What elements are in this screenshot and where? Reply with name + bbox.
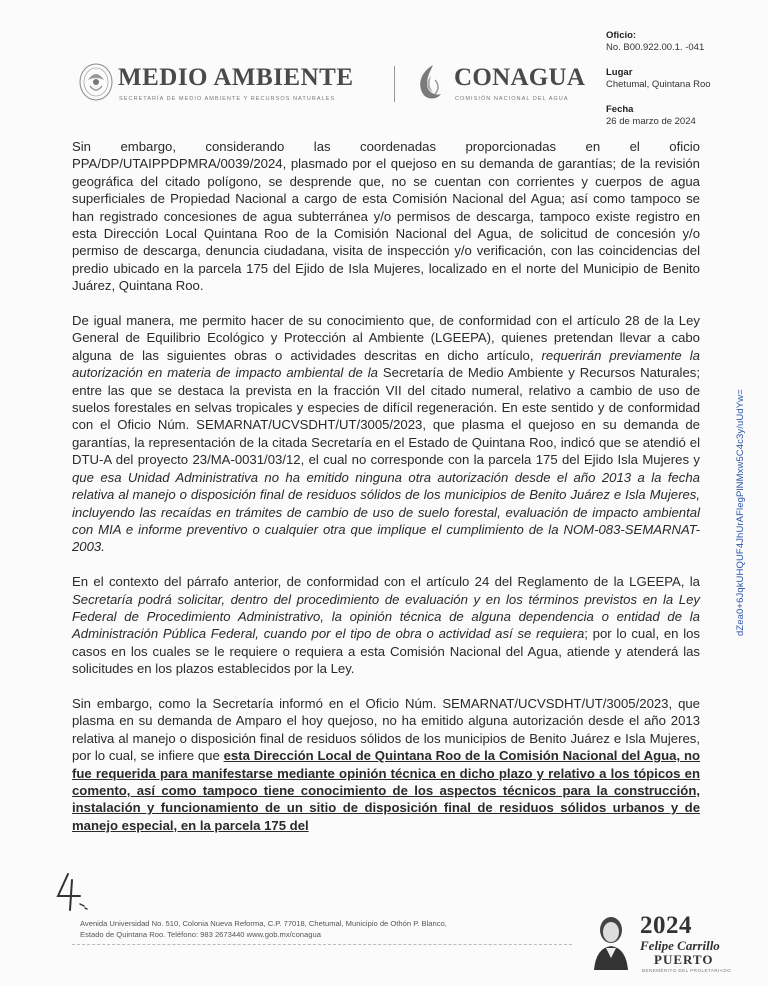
footer-divider [72, 944, 572, 945]
paragraph-4: Sin embargo, como la Secretaría informó en el Oficio Núm. SEMARNAT/UCVSDHT/UT/3005/2023, que plasma en su demanda de Amparo el hoy quejoso, no ha emitido alguna autorización desde el año 2013 relativa al manejo o disposición final de residuos sólidos de los municipios de Benito Juárez e Isla Mujeres, por lo cual, se infiere que esta Dirección Local de Quintana Roo de la Comisión Nacional del Agua, no fue requerida para manifestarse mediante opinión técnica en dicho plazo y relativo a los tópicos en comento, así como tampoco tiene conocimiento de los aspectos técnicos para la construcción, instalación y funcionamiento de un sitio de disposición final de residuos sólidos urbanos y de manejo especial, en la parcela 175 del [72, 695, 700, 833]
paragraph-2: De igual manera, me permito hacer de su conocimiento que, de conformidad con el artículo 28 de la Ley General de Equilibrio Ecológico y Protección al Ambiente (LGEEPA), quienes pretendan llevar a cabo alguna de las siguientes obras o actividades descritas en dicho artículo, requerirán previamente la autorización en materia de impacto ambiental de la Secretaría de Medio Ambiente y Recursos Naturales; entre las que se destaca la prevista en la fracción VII del citado numeral, relativo a cambio de uso de suelos forestales en selvas tropicales y especies de difícil regeneración. En este sentido y de conformidad con el Oficio Núm. SEMARNAT/UCVSDHT/UT/3005/2023, que plasma el quejoso en su demanda de garantías, la representación de la citada Secretaría en el Estado de Quintana Roo, indicó que se atendió el DTU-A del proyecto 23/MA-0031/03/12, el cual no corresponde con la parcela 175 del Ejido Isla Mujeres y que esa Unidad Administrativa no ha emitido ninguna otra autorización desde el año 2013 a la fecha relativa al manejo o disposición final de residuos sólidos de los municipios de Benito Juárez e Isla Mujeres, incluyendo las recaídas en trámites de cambio de uso de suelo forestal, evaluación de impacto ambiental con MIA e informe preventivo o cualquier otra que implique el cumplimiento de la NOM-083-SEMARNAT-2003. [72, 313, 700, 555]
commemorative-name-2: PUERTO [654, 952, 714, 967]
commemorative-name-1: Felipe Carrillo [640, 938, 720, 953]
conagua-water-icon [413, 62, 447, 102]
letterhead [78, 58, 598, 110]
footer-address: Avenida Universidad No. 510, Colonia Nueva Reforma, C.P. 77018, Chetumal, Municipio de Othón P. Blanco, Estado de Quintana Roo. Teléfono: 983 2673440 www.gob.mx/conagua [80, 919, 447, 939]
lugar-value: Chetumal, Quintana Roo [606, 79, 711, 90]
paragraph-1: Sin embargo, considerando las coordenadas proporcionadas en el oficio PPA/DP/UTAIPPDPMRA/0039/2024, plasmado por el quejoso en su demanda de garantías; de la revisión geográfica del citado polígono, se desprende que, no se cuentan con corrientes y cuerpos de agua superficiales de Propiedad Nacional a cargo de esta Comisión Nacional del Agua; así como tampoco se han registrado concesiones de agua subterránea y/o permisos de descarga, tampoco existe registro en esta Dirección Local Quintana Roo de la Comisión Nacional del Agua, de solicitud de concesión y/o permiso de descarga, denuncia ciudadana, visita de inspección y/o verificación, con las coincidencias del predio ubicado en la parcela 175 del Ejido de Isla Mujeres, localizado en el norte del Municipio de Benito Juárez, Quintana Roo. [72, 139, 700, 294]
oficio-label: Oficio: [606, 30, 637, 41]
document-metadata [606, 30, 756, 141]
handwritten-mark-icon [52, 870, 90, 916]
conagua-logo-text: CONAGUA [454, 64, 586, 91]
lugar-label: Lugar [606, 67, 633, 78]
letter-body [72, 138, 700, 834]
logo-divider [394, 66, 395, 102]
underlined-conclusion: esta Dirección Local de Quintana Roo de la Comisión Nacional del Agua, no fue requerida para manifestarse mediante opinión técnica en dicho plazo y relativo a los tópicos en comento, así como tampoco tiene conocimiento de los aspectos técnicos para la construcción, instalación y funcionamiento de un sitio de disposición final de residuos sólidos urbanos y de manejo especial, en la parcela 175 del [72, 748, 700, 833]
digital-signature-code: dZea0+6JqkUHQUF4JhUrAFlegPlNMxw5C4c3y/uUdYw= [735, 389, 746, 636]
oficio-number: No. B00.922.00.1. -041 [606, 42, 705, 53]
semarnat-subtitle: SECRETARÍA DE MEDIO AMBIENTE Y RECURSOS NATURALES [119, 96, 336, 102]
national-seal-icon [78, 60, 114, 102]
portrait-icon [590, 910, 632, 970]
commemorative-year: 2024 [640, 912, 692, 939]
medio-ambiente-logo-text: MEDIO AMBIENTE [118, 64, 354, 91]
commemorative-subtitle: BENEMÉRITO DEL PROLETARIADO [642, 968, 732, 973]
conagua-subtitle: COMISIÓN NACIONAL DEL AGUA [455, 96, 569, 102]
paragraph-3: En el contexto del párrafo anterior, de conformidad con el artículo 24 del Reglamento de la LGEEPA, la Secretaría podrá solicitar, dentro del procedimiento de evaluación y en los términos previstos en la Ley Federal de Procedimiento Administrativo, la opinión técnica de alguna dependencia o entidad de la Administración Pública Federal, cuando por el tipo de obra o actividad así se requiera; por lo cual, en los casos en los cuales se le requiere o requiera a esta Comisión Nacional del Agua, atiende y atenderá las solicitudes en los plazos establecidos por la Ley. [72, 574, 701, 677]
fecha-label: Fecha [606, 104, 634, 115]
fecha-value: 26 de marzo de 2024 [606, 116, 696, 127]
